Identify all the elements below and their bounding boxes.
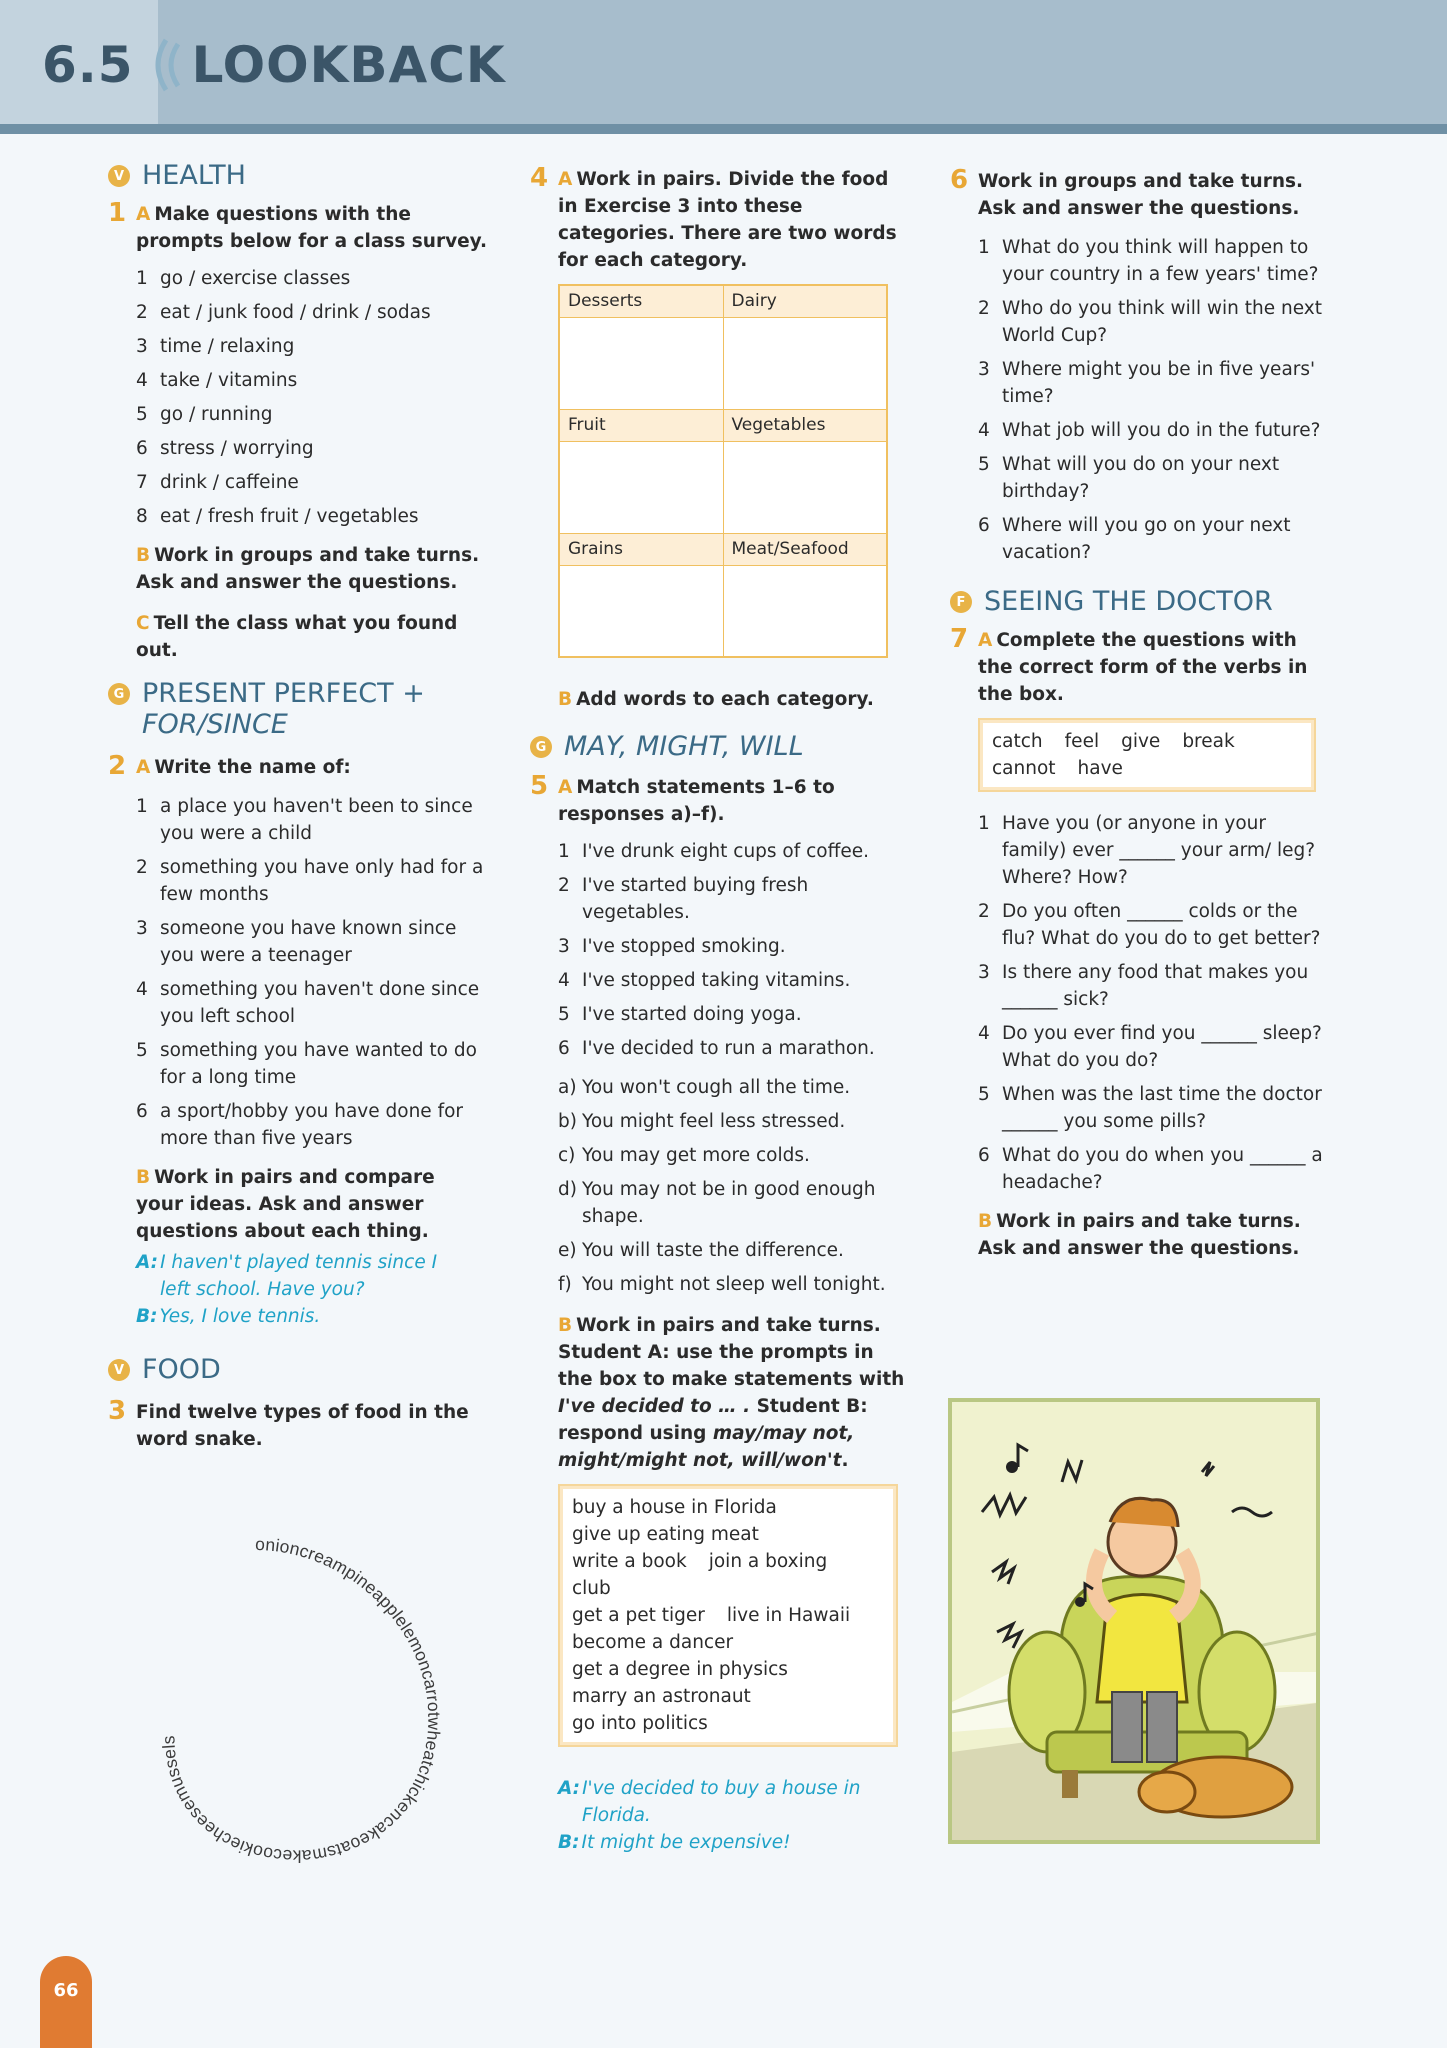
section-food: [108, 1354, 488, 1385]
write-name-item: [136, 1098, 488, 1152]
category-header: Vegetables: [723, 409, 887, 441]
verb: cannot: [992, 758, 1056, 779]
statement-item: [558, 967, 910, 994]
part-letter: A: [558, 777, 573, 798]
prompt-phrase: give up eating meat: [572, 1524, 759, 1545]
dialog-line: [136, 1249, 488, 1303]
exercise-number: 6: [950, 165, 969, 195]
item-text: You might not sleep well tonight.: [582, 1274, 886, 1295]
instruction: [136, 754, 351, 781]
item-text: someone you have known since you were a teenager: [160, 918, 457, 966]
verbs-box: [978, 718, 1316, 792]
instruction: [978, 627, 1330, 708]
item-text: Who do you think will win the next World Cup?: [1002, 298, 1323, 346]
section-may-might-will: [530, 731, 910, 762]
instruction-text: Write the name of:: [154, 757, 351, 778]
exercise-2a: [108, 751, 488, 781]
section-present-perfect: [108, 678, 488, 740]
questions-list: [978, 234, 1330, 566]
item-text: something you haven't done since you left school: [160, 979, 480, 1027]
verb: have: [1077, 758, 1123, 779]
part-letter: A: [558, 169, 573, 190]
instruction: [136, 201, 488, 255]
category-header: Desserts: [559, 285, 723, 317]
item-text: You may not be in good enough shape.: [582, 1179, 876, 1227]
survey-prompt: [136, 265, 488, 292]
dialog-line: [558, 1829, 910, 1856]
item-text: eat / junk food / drink / sodas: [160, 302, 431, 323]
dialog-line: [136, 1303, 488, 1330]
question-item: [978, 234, 1330, 288]
prompts-box: [558, 1484, 898, 1747]
section-title-line2: FOR/SINCE: [142, 709, 288, 740]
word-snake: [120, 1510, 480, 1870]
response-item: [558, 1074, 910, 1101]
prompt-line: [572, 1602, 884, 1629]
grammar-badge: G: [108, 683, 130, 705]
doctor-question-item: [978, 1020, 1330, 1074]
page-title: [42, 34, 506, 96]
part-letter: C: [136, 613, 150, 634]
section-title: SEEING THE DOCTOR: [984, 586, 1273, 617]
verb: give: [1121, 731, 1161, 752]
instruction-text: Tell the class what you found out.: [136, 613, 458, 661]
item-text: go / running: [160, 404, 273, 425]
prompt-line: [572, 1710, 884, 1737]
column-1: [108, 160, 488, 1463]
item-number: 6: [978, 1145, 990, 1166]
item-text: What will you do on your next birthday?: [1002, 454, 1280, 502]
item-text: a sport/hobby you have done for more than five years: [160, 1101, 464, 1149]
doctor-question-item: [978, 810, 1330, 891]
exercise-number: 2: [108, 751, 127, 781]
question-item: [978, 356, 1330, 410]
example-dialog: [558, 1775, 910, 1856]
instruction-text: .: [841, 1450, 849, 1471]
prompt-phrase: become a dancer: [572, 1632, 734, 1653]
function-badge: F: [950, 591, 972, 613]
dialog-text: Yes, I love tennis.: [159, 1306, 321, 1327]
item-text: You will taste the difference.: [582, 1240, 844, 1261]
prompt-phrase: go into politics: [572, 1713, 708, 1734]
response-item: [558, 1271, 910, 1298]
lesson-number: 6.5: [42, 36, 134, 94]
instruction-italic: I've decided to … .: [558, 1396, 751, 1417]
item-text: Where might you be in five years' time?: [1002, 359, 1316, 407]
item-number: 5: [136, 404, 148, 425]
category-header: Grains: [559, 533, 723, 565]
item-text: something you have wanted to do for a long time: [160, 1040, 477, 1088]
question-item: [978, 512, 1330, 566]
survey-prompt: [136, 367, 488, 394]
category-cell[interactable]: [723, 441, 887, 533]
part-letter: B: [978, 1211, 993, 1232]
item-text: What job will you do in the future?: [1002, 420, 1321, 441]
statements-list: [558, 838, 910, 1062]
dialog-text-continued: Florida.: [582, 1805, 651, 1826]
category-cell[interactable]: [723, 317, 887, 409]
exercise-number: 4: [530, 163, 549, 193]
instruction-italic: may/may not, might/might not, will/won't: [558, 1423, 855, 1471]
item-number: 6: [978, 515, 990, 536]
dialog-text: I've decided to buy a house in: [582, 1778, 861, 1799]
part-letter: B: [136, 545, 151, 566]
column-3: [950, 165, 1330, 1276]
cartoon-man-with-headache: [952, 1402, 1320, 1844]
item-text: You won't cough all the time.: [582, 1077, 851, 1098]
survey-prompt: [136, 503, 488, 530]
instruction-text: Work in pairs and take turns. Ask and answer the questions.: [978, 1211, 1301, 1259]
verbs-line: [992, 755, 1302, 782]
item-text: time / relaxing: [160, 336, 295, 357]
survey-prompt: [136, 469, 488, 496]
exercise-5a: [530, 771, 910, 828]
write-name-list: [136, 793, 488, 1152]
item-number: 1: [136, 268, 148, 289]
instruction-text: Work in pairs. Divide the food in Exercise 3 into these categories. There are two words for each category.: [558, 169, 897, 271]
instruction-text: Match statements 1–6 to responses a)–f).: [558, 777, 835, 825]
item-number: 3: [136, 336, 148, 357]
item-text: I've stopped taking vitamins.: [582, 970, 851, 991]
item-number: 4: [136, 979, 148, 1000]
section-title-line1: PRESENT PERFECT +: [142, 678, 425, 709]
word-snake-text: onioncreampineapplelemoncarrotwheatchickencakeoatsmakecookiecheesemussels: [158, 1533, 445, 1867]
write-name-item: [136, 915, 488, 969]
part-letter: B: [558, 689, 573, 710]
statement-item: [558, 1001, 910, 1028]
item-number: e): [558, 1240, 577, 1261]
prompt-phrase: live in Hawaii: [726, 1605, 851, 1626]
item-number: 1: [558, 841, 570, 862]
exercise-number: 5: [530, 771, 549, 801]
item-text: take / vitamins: [160, 370, 298, 391]
item-number: 4: [136, 370, 148, 391]
response-item: [558, 1108, 910, 1135]
instruction: [558, 774, 910, 828]
exercise-6: [950, 165, 1330, 222]
part-letter: A: [136, 204, 151, 225]
item-number: 5: [978, 454, 990, 475]
part-letter: A: [136, 757, 151, 778]
instruction-text: Make questions with the prompts below for a class survey.: [136, 204, 488, 252]
verbs-line: [992, 728, 1302, 755]
item-number: f): [558, 1274, 572, 1295]
item-number: c): [558, 1145, 576, 1166]
speaker: B:: [136, 1306, 158, 1327]
doctor-question-item: [978, 1142, 1330, 1196]
item-text: I've decided to run a marathon.: [582, 1038, 875, 1059]
exercise-2b: [136, 1164, 488, 1245]
survey-prompt: [136, 401, 488, 428]
item-number: 7: [136, 472, 148, 493]
survey-prompt: [136, 333, 488, 360]
item-text: I've started doing yoga.: [582, 1004, 802, 1025]
item-text: What do you think will happen to your country in a few years' time?: [1002, 237, 1319, 285]
exercise-1a: [108, 198, 488, 255]
response-item: [558, 1237, 910, 1264]
item-text: eat / fresh fruit / vegetables: [160, 506, 419, 527]
speaker: A:: [558, 1778, 581, 1799]
item-number: d): [558, 1179, 577, 1200]
item-number: 4: [978, 1023, 990, 1044]
speaker: B:: [558, 1832, 580, 1853]
item-text: You might feel less stressed.: [582, 1111, 846, 1132]
prompt-phrase: get a degree in physics: [572, 1659, 788, 1680]
responses-list: [558, 1074, 910, 1298]
doctor-question-item: [978, 898, 1330, 952]
category-cell[interactable]: [559, 317, 723, 409]
item-number: 1: [978, 237, 990, 258]
lesson-title: LOOKBACK: [191, 36, 506, 94]
item-text: When was the last time the doctor ______ you some pills?: [1002, 1084, 1322, 1132]
item-text: I've stopped smoking.: [582, 936, 786, 957]
exercise-7a: [950, 624, 1330, 708]
doctor-question-item: [978, 1081, 1330, 1135]
item-text: go / exercise classes: [160, 268, 351, 289]
instruction-text: Complete the questions with the correct form of the verbs in the box.: [978, 630, 1308, 705]
part-letter: B: [136, 1167, 151, 1188]
sick-man-illustration: [948, 1398, 1320, 1844]
item-number: 3: [136, 918, 148, 939]
section-title: [142, 678, 425, 740]
item-number: 1: [136, 796, 148, 817]
item-number: 3: [978, 962, 990, 983]
exercise-1b: [136, 542, 488, 596]
write-name-item: [136, 1037, 488, 1091]
dialog-text: I haven't played tennis since I: [160, 1252, 438, 1273]
exercise-number: 1: [108, 198, 127, 228]
item-number: 4: [978, 420, 990, 441]
prompt-line: [572, 1548, 884, 1602]
dialog-line: [558, 1775, 910, 1829]
food-categories-table: [558, 284, 888, 658]
doctor-questions-list: [978, 810, 1330, 1196]
exercise-number: 3: [108, 1396, 127, 1426]
section-health: [108, 160, 488, 191]
section-title: MAY, MIGHT, WILL: [564, 731, 804, 762]
statement-item: [558, 838, 910, 865]
item-number: 5: [136, 1040, 148, 1061]
item-number: a): [558, 1077, 577, 1098]
write-name-item: [136, 854, 488, 908]
verb: feel: [1064, 731, 1100, 752]
item-text: a place you haven't been to since you were a child: [160, 796, 473, 844]
item-text: You may get more colds.: [582, 1145, 810, 1166]
write-name-item: [136, 793, 488, 847]
instruction-text: Work in pairs and take turns. Student A: use the prompts in the box to make statements with: [558, 1315, 905, 1390]
vocabulary-badge: V: [108, 1359, 130, 1381]
prompt-phrase: get a pet tiger: [572, 1605, 705, 1626]
section-title: HEALTH: [142, 160, 246, 191]
exercise-number: 7: [950, 624, 969, 654]
prompt-line: [572, 1683, 884, 1710]
instruction: Find twelve types of food in the word snake.: [136, 1402, 469, 1450]
item-number: 2: [558, 875, 570, 896]
item-text: Is there any food that makes you ______ sick?: [1002, 962, 1309, 1010]
question-item: [978, 451, 1330, 505]
instruction: [558, 166, 910, 274]
survey-prompt: [136, 435, 488, 462]
prompt-phrase: marry an astronaut: [572, 1686, 751, 1707]
response-item: [558, 1142, 910, 1169]
item-number: 8: [136, 506, 148, 527]
doctor-question-item: [978, 959, 1330, 1013]
prompt-line: [572, 1521, 884, 1548]
verb: catch: [992, 731, 1043, 752]
section-title: FOOD: [142, 1354, 221, 1385]
instruction: Work in groups and take turns. Ask and answer the questions.: [978, 171, 1304, 219]
exercise-3: [108, 1396, 488, 1453]
item-text: I've started buying fresh vegetables.: [582, 875, 809, 923]
category-header: Meat/Seafood: [723, 533, 887, 565]
category-cell[interactable]: [559, 441, 723, 533]
item-number: 2: [136, 857, 148, 878]
question-item: [978, 417, 1330, 444]
svg-text:onioncreampineapplelemoncarrot: [158, 1534, 444, 1866]
category-header: Dairy: [723, 285, 887, 317]
item-number: 6: [136, 438, 148, 459]
item-text: stress / worrying: [160, 438, 314, 459]
category-cell[interactable]: [559, 565, 723, 657]
exercise-4b: [558, 686, 910, 713]
item-number: 3: [558, 936, 570, 957]
item-number: 1: [978, 813, 990, 834]
question-item: [978, 295, 1330, 349]
exercise-4a: [530, 163, 910, 274]
item-number: b): [558, 1111, 577, 1132]
column-2: [530, 163, 910, 1856]
item-number: 5: [978, 1084, 990, 1105]
item-text: I've drunk eight cups of coffee.: [582, 841, 870, 862]
category-header: Fruit: [559, 409, 723, 441]
item-text: Where will you go on your next vacation?: [1002, 515, 1291, 563]
instruction-text: Work in pairs and compare your ideas. Ask and answer questions about each thing.: [136, 1167, 435, 1242]
prompt-phrase: join a boxing club: [572, 1551, 828, 1599]
item-number: 3: [978, 359, 990, 380]
item-number: 2: [978, 298, 990, 319]
item-number: 2: [136, 302, 148, 323]
item-number: 6: [558, 1038, 570, 1059]
prompt-line: [572, 1494, 884, 1521]
statement-item: [558, 1035, 910, 1062]
sound-waves-icon: [144, 34, 186, 96]
prompt-phrase: write a book: [572, 1551, 687, 1572]
response-item: [558, 1176, 910, 1230]
prompt-line: [572, 1656, 884, 1683]
item-text: drink / caffeine: [160, 472, 299, 493]
vocabulary-badge: V: [108, 165, 130, 187]
example-dialog: [136, 1249, 488, 1330]
instruction-text: Add words to each category.: [576, 689, 874, 710]
item-text: Do you often ______ colds or the flu? What do you do to get better?: [1002, 901, 1321, 949]
header-rule: [0, 124, 1447, 134]
instruction-text: Student B: respond using: [558, 1396, 868, 1444]
category-cell[interactable]: [723, 565, 887, 657]
statement-item: [558, 933, 910, 960]
page-number: 66: [40, 1956, 92, 2048]
item-text: What do you do when you ______ a headache?: [1002, 1145, 1323, 1193]
dialog-text-continued: left school. Have you?: [160, 1279, 365, 1300]
item-number: 2: [978, 901, 990, 922]
prompt-phrase: buy a house in Florida: [572, 1497, 777, 1518]
item-number: 6: [136, 1101, 148, 1122]
section-seeing-doctor: [950, 586, 1330, 617]
write-name-item: [136, 976, 488, 1030]
instruction-text: Work in groups and take turns. Ask and answer the questions.: [136, 545, 480, 593]
item-text: something you have only had for a few months: [160, 857, 484, 905]
item-number: 5: [558, 1004, 570, 1025]
speaker: A:: [136, 1252, 159, 1273]
exercise-7b: [978, 1208, 1330, 1262]
item-number: 4: [558, 970, 570, 991]
item-text: Do you ever find you ______ sleep? What do you do?: [1002, 1023, 1322, 1071]
grammar-badge: G: [530, 736, 552, 758]
item-text: Have you (or anyone in your family) ever ______ your arm/ leg? Where? How?: [1002, 813, 1316, 888]
exercise-1c: [136, 610, 488, 664]
prompt-line: [572, 1629, 884, 1656]
survey-prompt: [136, 299, 488, 326]
verb: break: [1182, 731, 1235, 752]
part-letter: A: [978, 630, 993, 651]
exercise-5b: [558, 1312, 910, 1474]
statement-item: [558, 872, 910, 926]
survey-prompts-list: [136, 265, 488, 530]
dialog-text: It might be expensive!: [581, 1832, 791, 1853]
part-letter: B: [558, 1315, 573, 1336]
